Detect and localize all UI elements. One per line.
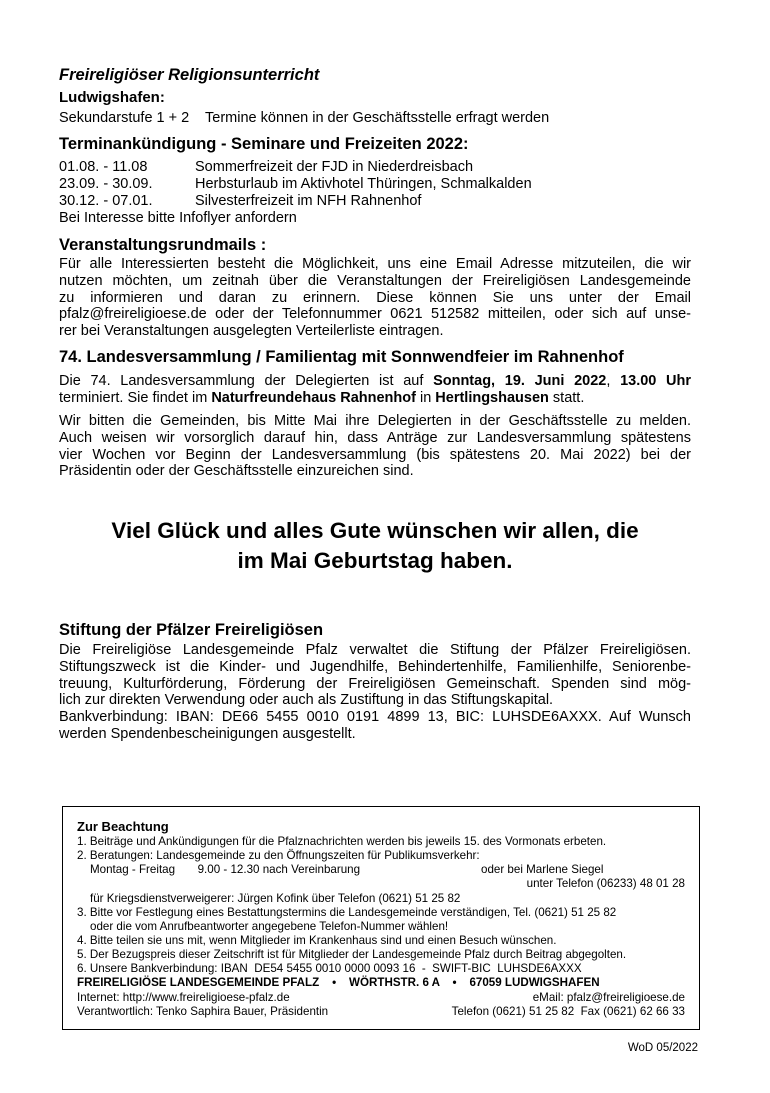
text-line: Bankverbindung: IBAN: DE66 5455 0010 0191 4899 13, BIC: LUHSDE6AXXX. Auf Wunsch — [59, 709, 691, 726]
text-run: in — [415, 389, 436, 406]
organisation-address: FREIRELIGIÖSE LANDESGEMEINDE PFALZ • WÖRTHSTR. 6 A • 67059 LUDWIGSHAFEN — [77, 976, 600, 989]
email-text: eMail: pfalz@freireligioese.de — [532, 991, 685, 1004]
termine-heading: Terminankündigung - Seminare und Freizeiten 2022: — [59, 135, 469, 153]
text-line: Für alle Interessierten besteht die Möglichkeit, uns eine Email Adresse mitzuteilen, die wir — [59, 256, 691, 272]
notice-box — [62, 806, 700, 1030]
greeting-line: im Mai Geburtstag haben. — [237, 548, 513, 573]
event-venue: Naturfreundehaus Rahnenhof — [211, 389, 416, 406]
text-run: Die 74. Landesversammlung der Delegierten ist auf — [59, 373, 434, 389]
termin-text: Herbsturlaub im Aktivhotel Thüringen, Schmalkalden — [195, 176, 532, 192]
notice-line: 5. Der Bezugspreis dieser Zeitschrift ist für Mitglieder der Landesgemeinde Pfalz durch Beitrag abgegolten. — [77, 948, 627, 961]
termin-row — [59, 159, 473, 175]
text-line: Wir bitten die Gemeinden, bis Mitte Mai ihre Delegierten in der Geschäftsstelle zu melden. — [59, 413, 691, 429]
notice-heading: Zur Beachtung — [77, 819, 169, 834]
responsible-text: Verantwortlich: Tenko Saphira Bauer, Präsidentin — [77, 1005, 329, 1018]
religion-city: Ludwigshafen: — [59, 89, 165, 106]
greeting-line: Viel Glück und alles Gute wünschen wir allen, die — [111, 518, 639, 543]
notice-line: 4. Bitte teilen sie uns mit, wenn Mitglieder im Krankenhaus sind und einen Besuch wünschen. — [77, 934, 557, 947]
text-line: treuung, Kulturförderung, Förderung der Freireligiösen Gemeinschaft. Spenden sind mög- — [59, 675, 691, 692]
rundmails-paragraph — [59, 256, 691, 340]
text-line: rer bei Veranstaltungen ausgelegten Verteilerliste eintragen. — [59, 323, 444, 340]
termin-date: 30.12. - 07.01. — [59, 193, 153, 209]
versammlung-paragraph-1 — [59, 373, 691, 407]
notice-line: 2. Beratungen: Landesgemeinde zu den Öffnungszeiten für Publikumsverkehr: — [77, 849, 480, 862]
event-town: Hertlingshausen — [435, 389, 549, 406]
versammlung-heading: 74. Landesversammlung / Familientag mit Sonnwendfeier im Rahnenhof — [59, 348, 624, 366]
termin-row — [59, 176, 532, 192]
notice-line: 3. Bitte vor Festlegung eines Bestattungstermins die Landesgemeinde verständigen, Tel. (0621) 51 25 82 — [77, 906, 617, 919]
birthday-greeting — [40, 516, 710, 576]
text-run: terminiert. Sie findet im — [59, 389, 212, 406]
notice-line: oder bei Marlene Siegel — [481, 863, 604, 876]
text-line: nutzen möchten, um zeitnah über die Veranstaltungen der Freireligiösen Landesgemeinde — [59, 272, 691, 289]
text-line — [59, 390, 691, 407]
website-text: Internet: http://www.freireligioese-pfalz.de — [77, 991, 290, 1004]
text-run: , — [606, 373, 621, 389]
termin-date: 01.08. - 11.08 — [59, 159, 148, 175]
text-line: Die Freireligiöse Landesgemeinde Pfalz verwaltet die Stiftung der Pfälzer Freireligiösen. — [59, 642, 691, 658]
text-line: Auch weisen wir vorsorglich darauf hin, dass Anträge zur Landesversammlung spätestens — [59, 429, 691, 446]
religion-heading: Freireligiöser Religionsunterricht — [59, 66, 320, 84]
notice-line: 6. Unsere Bankverbindung: IBAN DE54 5455 0010 0000 0093 16 - SWIFT-BIC LUHSDE6AXXX — [77, 962, 582, 975]
termin-text: Sommerfreizeit der FJD in Niederdreisbach — [195, 159, 474, 175]
event-time: 13.00 Uhr — [620, 373, 692, 389]
religion-line: Sekundarstufe 1 + 2 Termine können in der Geschäftsstelle erfragt werden — [59, 110, 550, 126]
text-line: werden Spendenbescheinigungen ausgestellt. — [59, 725, 356, 742]
stiftung-paragraph — [59, 642, 691, 743]
phone-fax-text: Telefon (0621) 51 25 82 Fax (0621) 62 66 33 — [451, 1005, 685, 1018]
notice-line: Montag - Freitag 9.00 - 12.30 nach Vereinbarung — [90, 863, 361, 876]
text-line: vier Wochen vor Beginn der Landesversammlung (bis spätestens 20. Mai 2022) bei der — [59, 446, 691, 463]
notice-line: 1. Beiträge und Ankündigungen für die Pfalznachrichten werden bis jeweils 15. des Vormonats erbeten. — [77, 835, 607, 848]
issue-label: WoD 05/2022 — [627, 1042, 698, 1054]
text-line: lich zur direkten Verwendung oder auch als Zustiftung in das Stiftungskapital. — [59, 692, 554, 709]
termin-date: 23.09. - 30.09. — [59, 176, 153, 192]
text-line: pfalz@freireligioese.de oder der Telefonnummer 0621 512582 mitteilen, oder sich auf unse- — [59, 306, 691, 323]
termin-row — [59, 193, 421, 209]
versammlung-paragraph-2 — [59, 413, 691, 480]
text-line — [59, 373, 691, 390]
termine-note: Bei Interesse bitte Infoflyer anfordern — [59, 210, 297, 226]
notice-line: unter Telefon (06233) 48 01 28 — [526, 877, 685, 890]
text-line: Präsidentin oder der Geschäftsstelle einzureichen sind. — [59, 463, 414, 480]
text-run: statt. — [548, 389, 585, 406]
event-date: Sonntag, 19. Juni 2022 — [433, 373, 607, 389]
notice-line: oder die vom Anrufbeantworter angegebene Telefon-Nummer wählen! — [90, 920, 449, 933]
text-line: Stiftungszweck ist die Kinder- und Jugendhilfe, Behindertenhilfe, Familienhilfe, Seniorenbe- — [59, 658, 691, 675]
stiftung-heading: Stiftung der Pfälzer Freireligiösen — [59, 621, 324, 639]
text-line: zu informieren und daran zu erinnern. Diese können Sie uns unter der Email — [59, 289, 691, 306]
notice-line: für Kriegsdienstverweigerer: Jürgen Kofink über Telefon (0621) 51 25 82 — [90, 892, 461, 905]
rundmails-heading: Veranstaltungsrundmails : — [59, 236, 267, 254]
termin-text: Silvesterfreizeit im NFH Rahnenhof — [195, 193, 422, 209]
